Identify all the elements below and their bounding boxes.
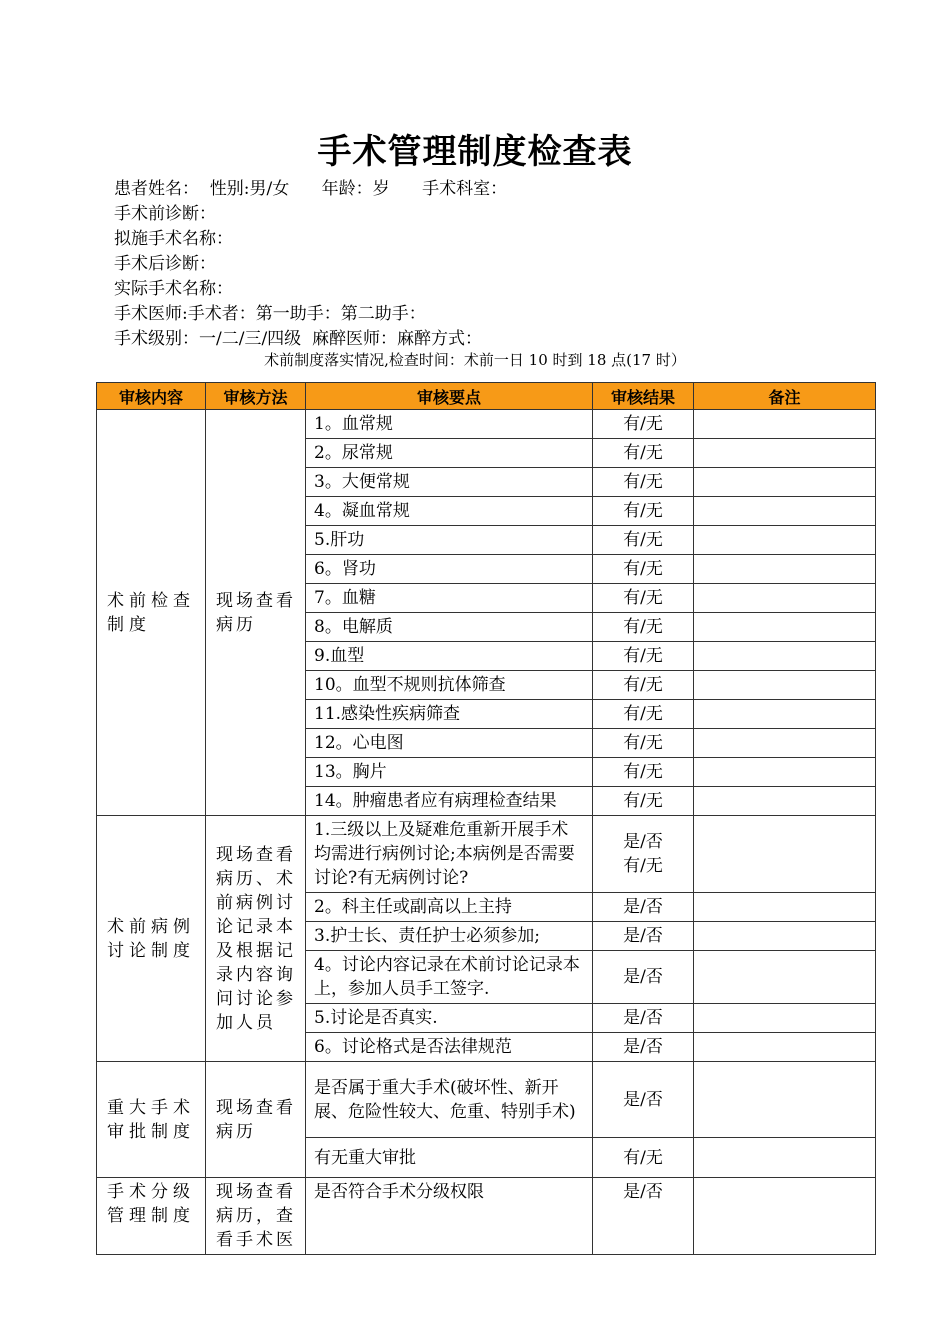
method-cell: 现场查看病历: [206, 410, 306, 816]
remark-cell: [694, 1033, 876, 1062]
point-cell: 6。肾功: [306, 555, 593, 584]
result-value: 有/无: [623, 856, 663, 876]
result-cell: 有/无: [593, 642, 694, 671]
result-cell: 有/无: [593, 758, 694, 787]
header-method: 审核方法: [206, 383, 306, 410]
remark-cell: [694, 555, 876, 584]
point-cell: 4。讨论内容记录在术前讨论记录本上，参加人员手工签字.: [306, 951, 593, 1004]
point-cell: 有无重大审批: [306, 1138, 593, 1178]
category-cell: 手术分级管理制度: [97, 1178, 206, 1255]
remark-cell: [694, 1138, 876, 1178]
info-surgeons: 手术医师:手术者：第一助手：第二助手：: [114, 304, 426, 324]
result-cell: 有/无: [593, 613, 694, 642]
remark-cell: [694, 1178, 876, 1255]
point-cell: 3。大便常规: [306, 468, 593, 497]
remark-cell: [694, 816, 876, 893]
remark-cell: [694, 642, 876, 671]
remark-cell: [694, 758, 876, 787]
check-time-note: 术前制度落实情况,检查时间：术前一日 10 时到 18 点(17 时）: [264, 351, 686, 369]
remark-cell: [694, 787, 876, 816]
remark-cell: [694, 497, 876, 526]
result-cell: 有/无: [593, 700, 694, 729]
info-actual-surgery: 实际手术名称：: [114, 279, 233, 299]
info-postop-diagnosis: 手术后诊断：: [114, 254, 216, 274]
remark-cell: [694, 410, 876, 439]
point-cell: 2。科主任或副高以上主持: [306, 893, 593, 922]
remark-cell: [694, 951, 876, 1004]
remark-cell: [694, 671, 876, 700]
category-cell: 重大手术审批制度: [97, 1062, 206, 1178]
result-cell: 有/无: [593, 439, 694, 468]
method-cell: 现场查看病历: [206, 1062, 306, 1178]
point-cell: 13。胸片: [306, 758, 593, 787]
result-cell: 有/无: [593, 729, 694, 758]
result-cell: 有/无: [593, 584, 694, 613]
point-cell: 4。凝血常规: [306, 497, 593, 526]
point-cell: 6。讨论格式是否法律规范: [306, 1033, 593, 1062]
result-cell: 有/无: [593, 497, 694, 526]
result-cell: 是/否: [593, 1062, 694, 1138]
result-cell: 是/否: [593, 1033, 694, 1062]
result-cell: 有/无: [593, 671, 694, 700]
point-cell: 是否属于重大手术(破坏性、新开展、危险性较大、危重、特别手术): [306, 1062, 593, 1138]
remark-cell: [694, 700, 876, 729]
result-cell: 是/否: [593, 893, 694, 922]
category-cell: 术前检查制度: [97, 410, 206, 816]
point-cell: 3.护士长、责任护士必须参加;: [306, 922, 593, 951]
category-cell: 术前病例讨论制度: [97, 816, 206, 1062]
point-cell: 1。血常规: [306, 410, 593, 439]
result-value: 是/否: [623, 832, 663, 852]
point-cell: 5.肝功: [306, 526, 593, 555]
point-cell: 14。肿瘤患者应有病理检查结果: [306, 787, 593, 816]
header-content: 审核内容: [97, 383, 206, 410]
header-result: 审核结果: [593, 383, 694, 410]
header-point: 审核要点: [306, 383, 593, 410]
remark-cell: [694, 526, 876, 555]
info-preop-diagnosis: 手术前诊断：: [114, 204, 216, 224]
inspection-table: [96, 382, 876, 1255]
remark-cell: [694, 439, 876, 468]
result-cell: 是/否: [593, 1004, 694, 1033]
result-cell: 是/否: [593, 922, 694, 951]
point-cell: 2。尿常规: [306, 439, 593, 468]
header-remark: 备注: [694, 383, 876, 410]
result-cell: 有/无: [593, 526, 694, 555]
info-planned-surgery: 拟施手术名称：: [114, 229, 233, 249]
point-cell: 9.血型: [306, 642, 593, 671]
point-cell: 11.感染性疾病筛查: [306, 700, 593, 729]
remark-cell: [694, 922, 876, 951]
remark-cell: [694, 893, 876, 922]
point-cell: 是否符合手术分级权限: [306, 1178, 593, 1255]
page-title: 手术管理制度检查表: [317, 132, 633, 172]
result-cell: 有/无: [593, 468, 694, 497]
result-cell: 有/无: [593, 787, 694, 816]
info-patient-line: 患者姓名： 性别:男/女 年龄：岁 手术科室：: [114, 179, 508, 199]
point-cell: 10。血型不规则抗体筛查: [306, 671, 593, 700]
result-cell: 是/否: [593, 951, 694, 1004]
result-cell: 是/否: [593, 1178, 694, 1255]
remark-cell: [694, 729, 876, 758]
remark-cell: [694, 468, 876, 497]
point-cell: 12。心电图: [306, 729, 593, 758]
remark-cell: [694, 1062, 876, 1138]
result-cell: 有/无: [593, 555, 694, 584]
method-cell: 现场查看病历，查看手术医: [206, 1178, 306, 1255]
result-cell: 有/无: [593, 410, 694, 439]
point-cell: 5.讨论是否真实.: [306, 1004, 593, 1033]
remark-cell: [694, 584, 876, 613]
info-surgery-level: 手术级别：一/二/三/四级 麻醉医师：麻醉方式：: [114, 329, 482, 349]
remark-cell: [694, 1004, 876, 1033]
point-cell: 1.三级以上及疑难危重新开展手术均需进行病例讨论;本病例是否需要讨论?有无病例讨论?: [306, 816, 593, 893]
method-cell: 现场查看病历、术前病例讨论记录本及根据记录内容询问讨论参加人员: [206, 816, 306, 1062]
remark-cell: [694, 613, 876, 642]
point-cell: 8。电解质: [306, 613, 593, 642]
result-cell: [593, 816, 694, 893]
result-cell: 有/无: [593, 1138, 694, 1178]
point-cell: 7。血糖: [306, 584, 593, 613]
